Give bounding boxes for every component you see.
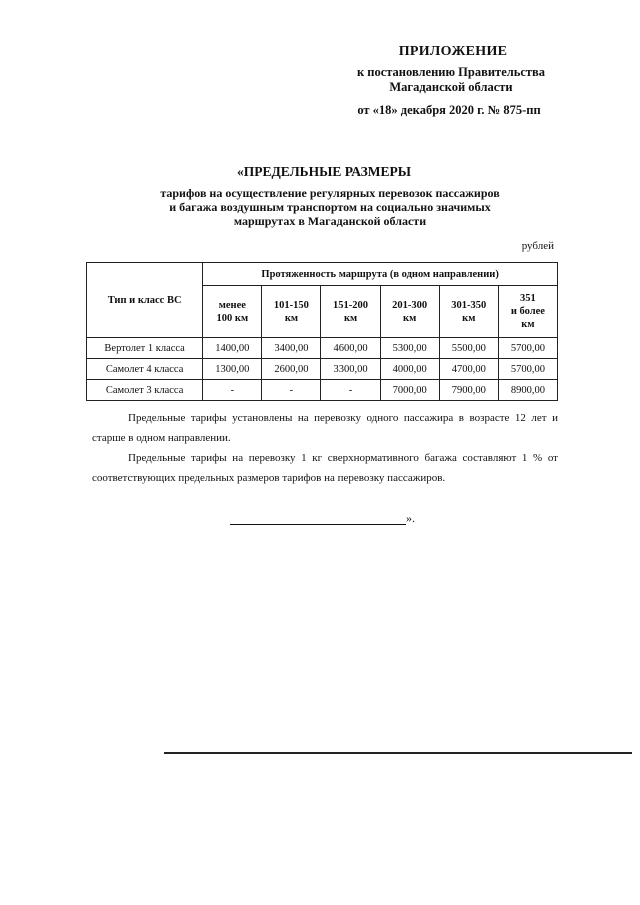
tariff-cell: 5700,00 — [498, 359, 557, 380]
range-line: 301-350 — [451, 299, 487, 311]
range-line: 101-150 — [273, 299, 309, 311]
header-range-2 — [321, 286, 380, 338]
range-line: 151-200 — [333, 299, 369, 311]
table-row — [87, 359, 558, 380]
tariff-cell: 1400,00 — [203, 338, 262, 359]
table-row — [87, 338, 558, 359]
table-row — [87, 380, 558, 401]
tariff-cell: - — [203, 380, 262, 401]
range-line: км — [284, 312, 299, 324]
appendix-title: ПРИЛОЖЕНИЕ — [398, 44, 508, 59]
header-range-5 — [498, 286, 557, 338]
tariff-cell: 5300,00 — [380, 338, 439, 359]
header-range-0 — [203, 286, 262, 338]
document-title: «ПРЕДЕЛЬНЫЕ РАЗМЕРЫ — [236, 164, 412, 179]
range-line: 201-300 — [392, 299, 428, 311]
tariff-cell: 3300,00 — [321, 359, 380, 380]
range-line: менее — [218, 299, 246, 311]
document-subtitle — [120, 186, 540, 228]
header-route-length: Протяженность маршрута (в одном направлении) — [203, 263, 558, 286]
note-passenger-age: Предельные тарифы установлены на перевозку одного пассажира в возрасте 12 лет и старше в одном направлении. — [92, 412, 558, 444]
closing-signature-line — [230, 512, 406, 525]
tariff-cell: 4600,00 — [321, 338, 380, 359]
note-excess-baggage: Предельные тарифы на перевозку 1 кг сверхнормативного багажа составляют 1 % от соответствующих предельных размеров тарифов на перевозку пассажиров. — [92, 452, 558, 484]
tariff-cell: 7000,00 — [380, 380, 439, 401]
appendix-line-2: Магаданской области — [389, 80, 513, 94]
tariff-cell: 2600,00 — [262, 359, 321, 380]
header-range-1 — [262, 286, 321, 338]
tariff-cell: 5500,00 — [439, 338, 498, 359]
range-line: 351 — [520, 293, 536, 305]
subtitle-line-3: маршрутах в Магаданской области — [233, 214, 427, 228]
row-aircraft-type: Вертолет 1 класса — [87, 338, 203, 359]
range-line: км — [403, 312, 417, 324]
tariff-cell: 3400,00 — [262, 338, 321, 359]
appendix-header — [290, 44, 580, 118]
range-line: 100 км — [216, 312, 249, 324]
subtitle-line-1: тарифов на осуществление регулярных перевозок пассажиров — [160, 186, 500, 200]
header-aircraft-type: Тип и класс ВС — [87, 263, 203, 338]
tariff-cell: 5700,00 — [498, 338, 557, 359]
subtitle-line-2: и багажа воздушным транспортом на социально значимых — [169, 200, 491, 214]
tariff-cell: - — [262, 380, 321, 401]
tariff-cell: 7900,00 — [439, 380, 498, 401]
appendix-line-1: к постановлению Правительства — [356, 65, 546, 79]
tariff-cell: 4700,00 — [439, 359, 498, 380]
footer-divider — [164, 752, 632, 754]
tariff-cell: - — [321, 380, 380, 401]
range-line: и более — [510, 306, 545, 318]
currency-note: рублей — [521, 240, 554, 252]
header-range-4 — [439, 286, 498, 338]
tariff-cell: 8900,00 — [498, 380, 557, 401]
tariff-cell: 4000,00 — [380, 359, 439, 380]
appendix-date-line: от «18» декабря 2020 г. № 875-пп — [357, 103, 541, 117]
tariff-cell: 1300,00 — [203, 359, 262, 380]
range-line: км — [343, 312, 358, 324]
header-range-3 — [380, 286, 439, 338]
row-aircraft-type: Самолет 4 класса — [87, 359, 203, 380]
closing-quote: ». — [406, 511, 415, 525]
range-line: км — [521, 319, 535, 331]
range-line: км — [462, 312, 476, 324]
tariff-table — [86, 262, 558, 401]
row-aircraft-type: Самолет 3 класса — [87, 380, 203, 401]
